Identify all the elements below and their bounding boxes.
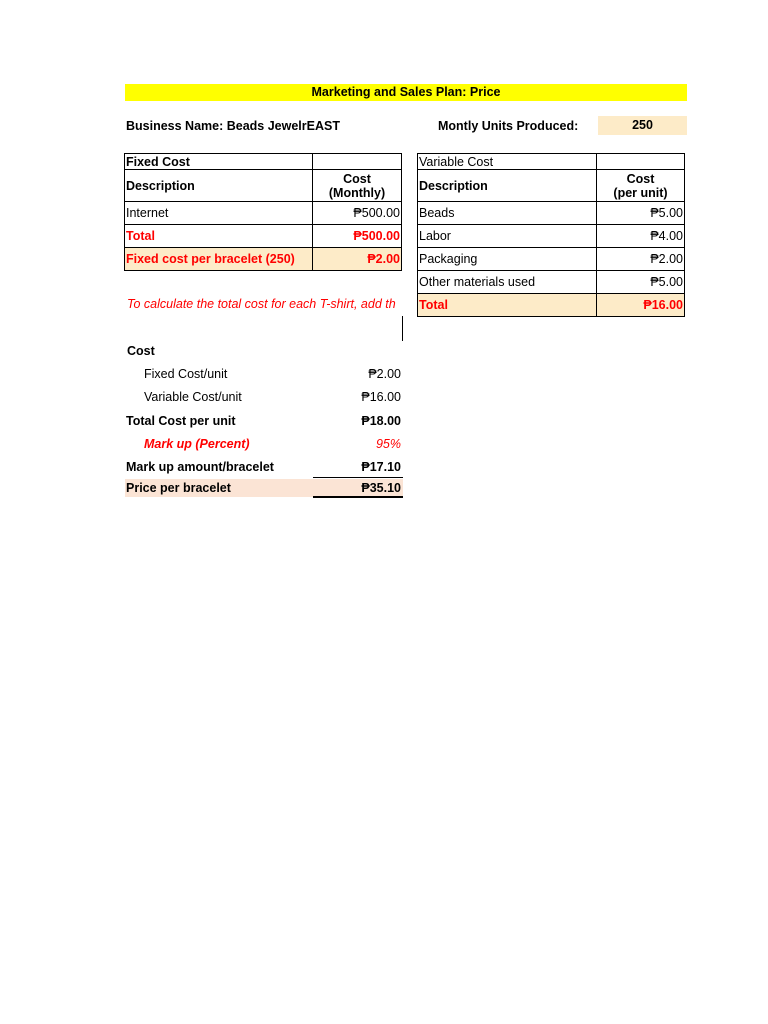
table-row (418, 248, 685, 271)
variable-row-cost[interactable]: ₱2.00 (597, 248, 685, 271)
variable-cost-header: Variable Cost (418, 154, 597, 170)
fixed-col-cost: Cost (Monthly) (313, 170, 402, 202)
price-label: Price per bracelet (126, 481, 231, 495)
fixed-unit-value[interactable]: ₱2.00 (368, 367, 401, 381)
units-value[interactable]: 250 (598, 116, 687, 135)
business-name-label: Business Name: Beads JewelrEAST (126, 119, 340, 133)
total-unit-value[interactable]: ₱18.00 (361, 414, 401, 428)
variable-cost-table (417, 153, 685, 317)
variable-row-cost[interactable]: ₱5.00 (597, 271, 685, 294)
fixed-cost-header: Fixed Cost (125, 154, 313, 170)
total-unit-label: Total Cost per unit (126, 414, 236, 428)
markup-amount-value[interactable]: ₱17.10 (361, 460, 401, 474)
variable-unit-value[interactable]: ₱16.00 (361, 390, 401, 404)
units-label: Montly Units Produced: (438, 119, 579, 133)
variable-total-value[interactable]: ₱16.00 (597, 294, 685, 317)
variable-col-description: Description (418, 170, 597, 202)
fixed-per-unit-label[interactable]: Fixed cost per bracelet (250) (125, 248, 313, 271)
table-row (125, 202, 402, 225)
sheet-title: Marketing and Sales Plan: Price (125, 84, 687, 101)
variable-total-label[interactable]: Total (418, 294, 597, 317)
markup-percent-value[interactable]: 95% (375, 437, 401, 451)
table-row (418, 225, 685, 248)
fixed-per-unit-value[interactable]: ₱2.00 (313, 248, 402, 271)
markup-percent-label: Mark up (Percent) (144, 437, 250, 451)
underline-single (313, 477, 403, 478)
variable-row-desc[interactable]: Other materials used (418, 271, 597, 294)
variable-row-cost[interactable]: ₱5.00 (597, 202, 685, 225)
variable-row-desc[interactable]: Labor (418, 225, 597, 248)
fixed-total-value[interactable]: ₱500.00 (313, 225, 402, 248)
variable-col-cost: Cost (per unit) (597, 170, 685, 202)
price-value[interactable]: ₱35.10 (361, 481, 401, 495)
table-row (125, 248, 402, 271)
underline-double (313, 496, 403, 498)
variable-row-desc[interactable]: Packaging (418, 248, 597, 271)
fixed-total-label[interactable]: Total (125, 225, 313, 248)
fixed-col-description: Description (125, 170, 313, 202)
fixed-cost-table (124, 153, 402, 271)
fixed-row-desc[interactable]: Internet (125, 202, 313, 225)
summary-heading: Cost (127, 344, 155, 358)
column-divider (402, 316, 403, 341)
fixed-row-cost[interactable]: ₱500.00 (313, 202, 402, 225)
variable-unit-label: Variable Cost/unit (144, 390, 242, 404)
fixed-unit-label: Fixed Cost/unit (144, 367, 228, 381)
variable-row-cost[interactable]: ₱4.00 (597, 225, 685, 248)
table-row (418, 271, 685, 294)
instruction-note: To calculate the total cost for each T-shirt, add th (127, 297, 396, 311)
variable-row-desc[interactable]: Beads (418, 202, 597, 225)
table-row (418, 202, 685, 225)
table-row (418, 294, 685, 317)
markup-amount-label: Mark up amount/bracelet (126, 460, 274, 474)
table-row (125, 225, 402, 248)
